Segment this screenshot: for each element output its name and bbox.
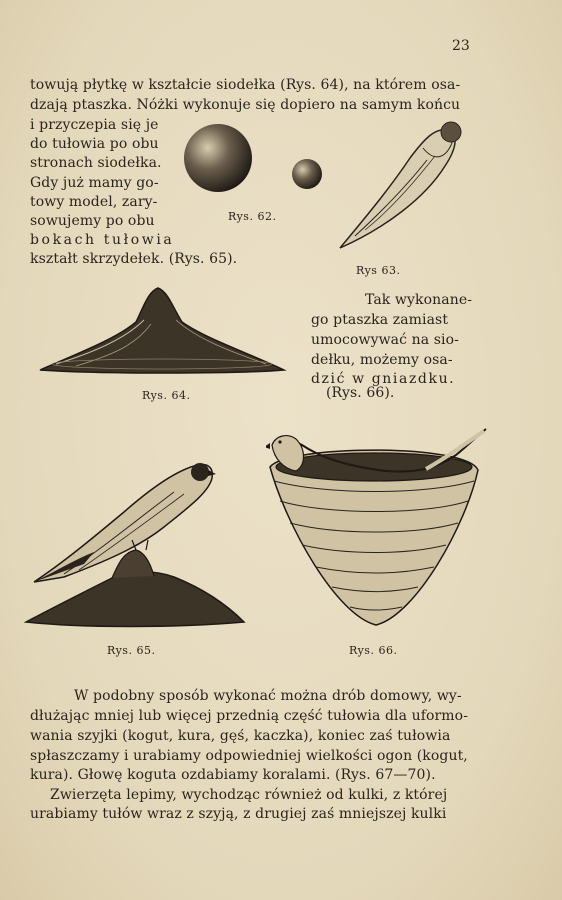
figure-63-body-shape xyxy=(335,118,465,258)
paragraph-1-line-4: spłaszczamy i urabiamy odpowiedniej wielkości ogon (kogut, xyxy=(30,748,468,764)
caption-fig-66: Rys. 66. xyxy=(349,644,398,657)
figure-62-balls xyxy=(180,120,330,200)
text-line-7: towy model, zary- xyxy=(30,194,158,210)
page-number: 23 xyxy=(452,38,470,54)
caption-fig-62: Rys. 62. xyxy=(228,210,277,223)
paragraph-2-line-1: Zwierzęta lepimy, wychodząc również od kulki, z której xyxy=(50,787,448,803)
paragraph-2-line-2: urabiamy tułów wraz z szyją, z drugiej zaś mniejszej kulki xyxy=(30,806,447,822)
right-text-line-4: dełku, możemy osa- xyxy=(311,352,453,368)
text-line-6: Gdy już mamy go- xyxy=(30,175,159,191)
caption-fig-64: Rys. 64. xyxy=(142,389,191,402)
caption-fig-63: Rys 63. xyxy=(356,264,401,277)
text-line-2: dzają ptaszka. Nóżki wykonuje się dopiero na samym końcu xyxy=(30,97,461,113)
large-ball xyxy=(184,124,252,192)
figure-65-bird-on-saddle xyxy=(24,452,246,632)
text-line-5: stronach siodełka. xyxy=(30,155,162,171)
text-line-10: kształt skrzydełek. (Rys. 65). xyxy=(30,251,238,267)
right-text-line-2: go ptaszka zamiast xyxy=(311,312,449,328)
text-line-9: bokach tułowia xyxy=(30,232,175,248)
paragraph-1-line-1: W podobny sposób wykonać można drób domowy, wy- xyxy=(74,688,462,704)
right-text-line-5: dzić w gniazdku. xyxy=(311,371,456,387)
paragraph-1-line-2: dłużając mniej lub więcej przednią część tułowia dla uformo- xyxy=(30,708,469,724)
figure-66-bird-in-nest xyxy=(266,425,488,630)
small-ball xyxy=(292,159,322,189)
text-line-8: sowujemy po obu xyxy=(30,213,155,229)
right-text-line-1: Tak wykonane- xyxy=(365,292,473,308)
right-text-line-3: umocowywać na sio- xyxy=(311,332,459,348)
text-line-4: do tułowia po obu xyxy=(30,136,159,152)
figure-64-saddle-plate xyxy=(36,284,288,376)
right-text-line-6: (Rys. 66). xyxy=(326,385,395,401)
text-line-1: towują płytkę w kształcie siodełka (Rys. 64), na którem osa- xyxy=(30,77,461,93)
paragraph-1-line-5: kura). Głowę koguta ozdabiamy koralami. (Rys. 67—70). xyxy=(30,767,436,783)
paragraph-1-line-3: wania szyjki (kogut, kura, gęś, kaczka), koniec zaś tułowia xyxy=(30,728,451,744)
text-line-3: i przyczepia się je xyxy=(30,117,159,133)
caption-fig-65: Rys. 65. xyxy=(107,644,156,657)
